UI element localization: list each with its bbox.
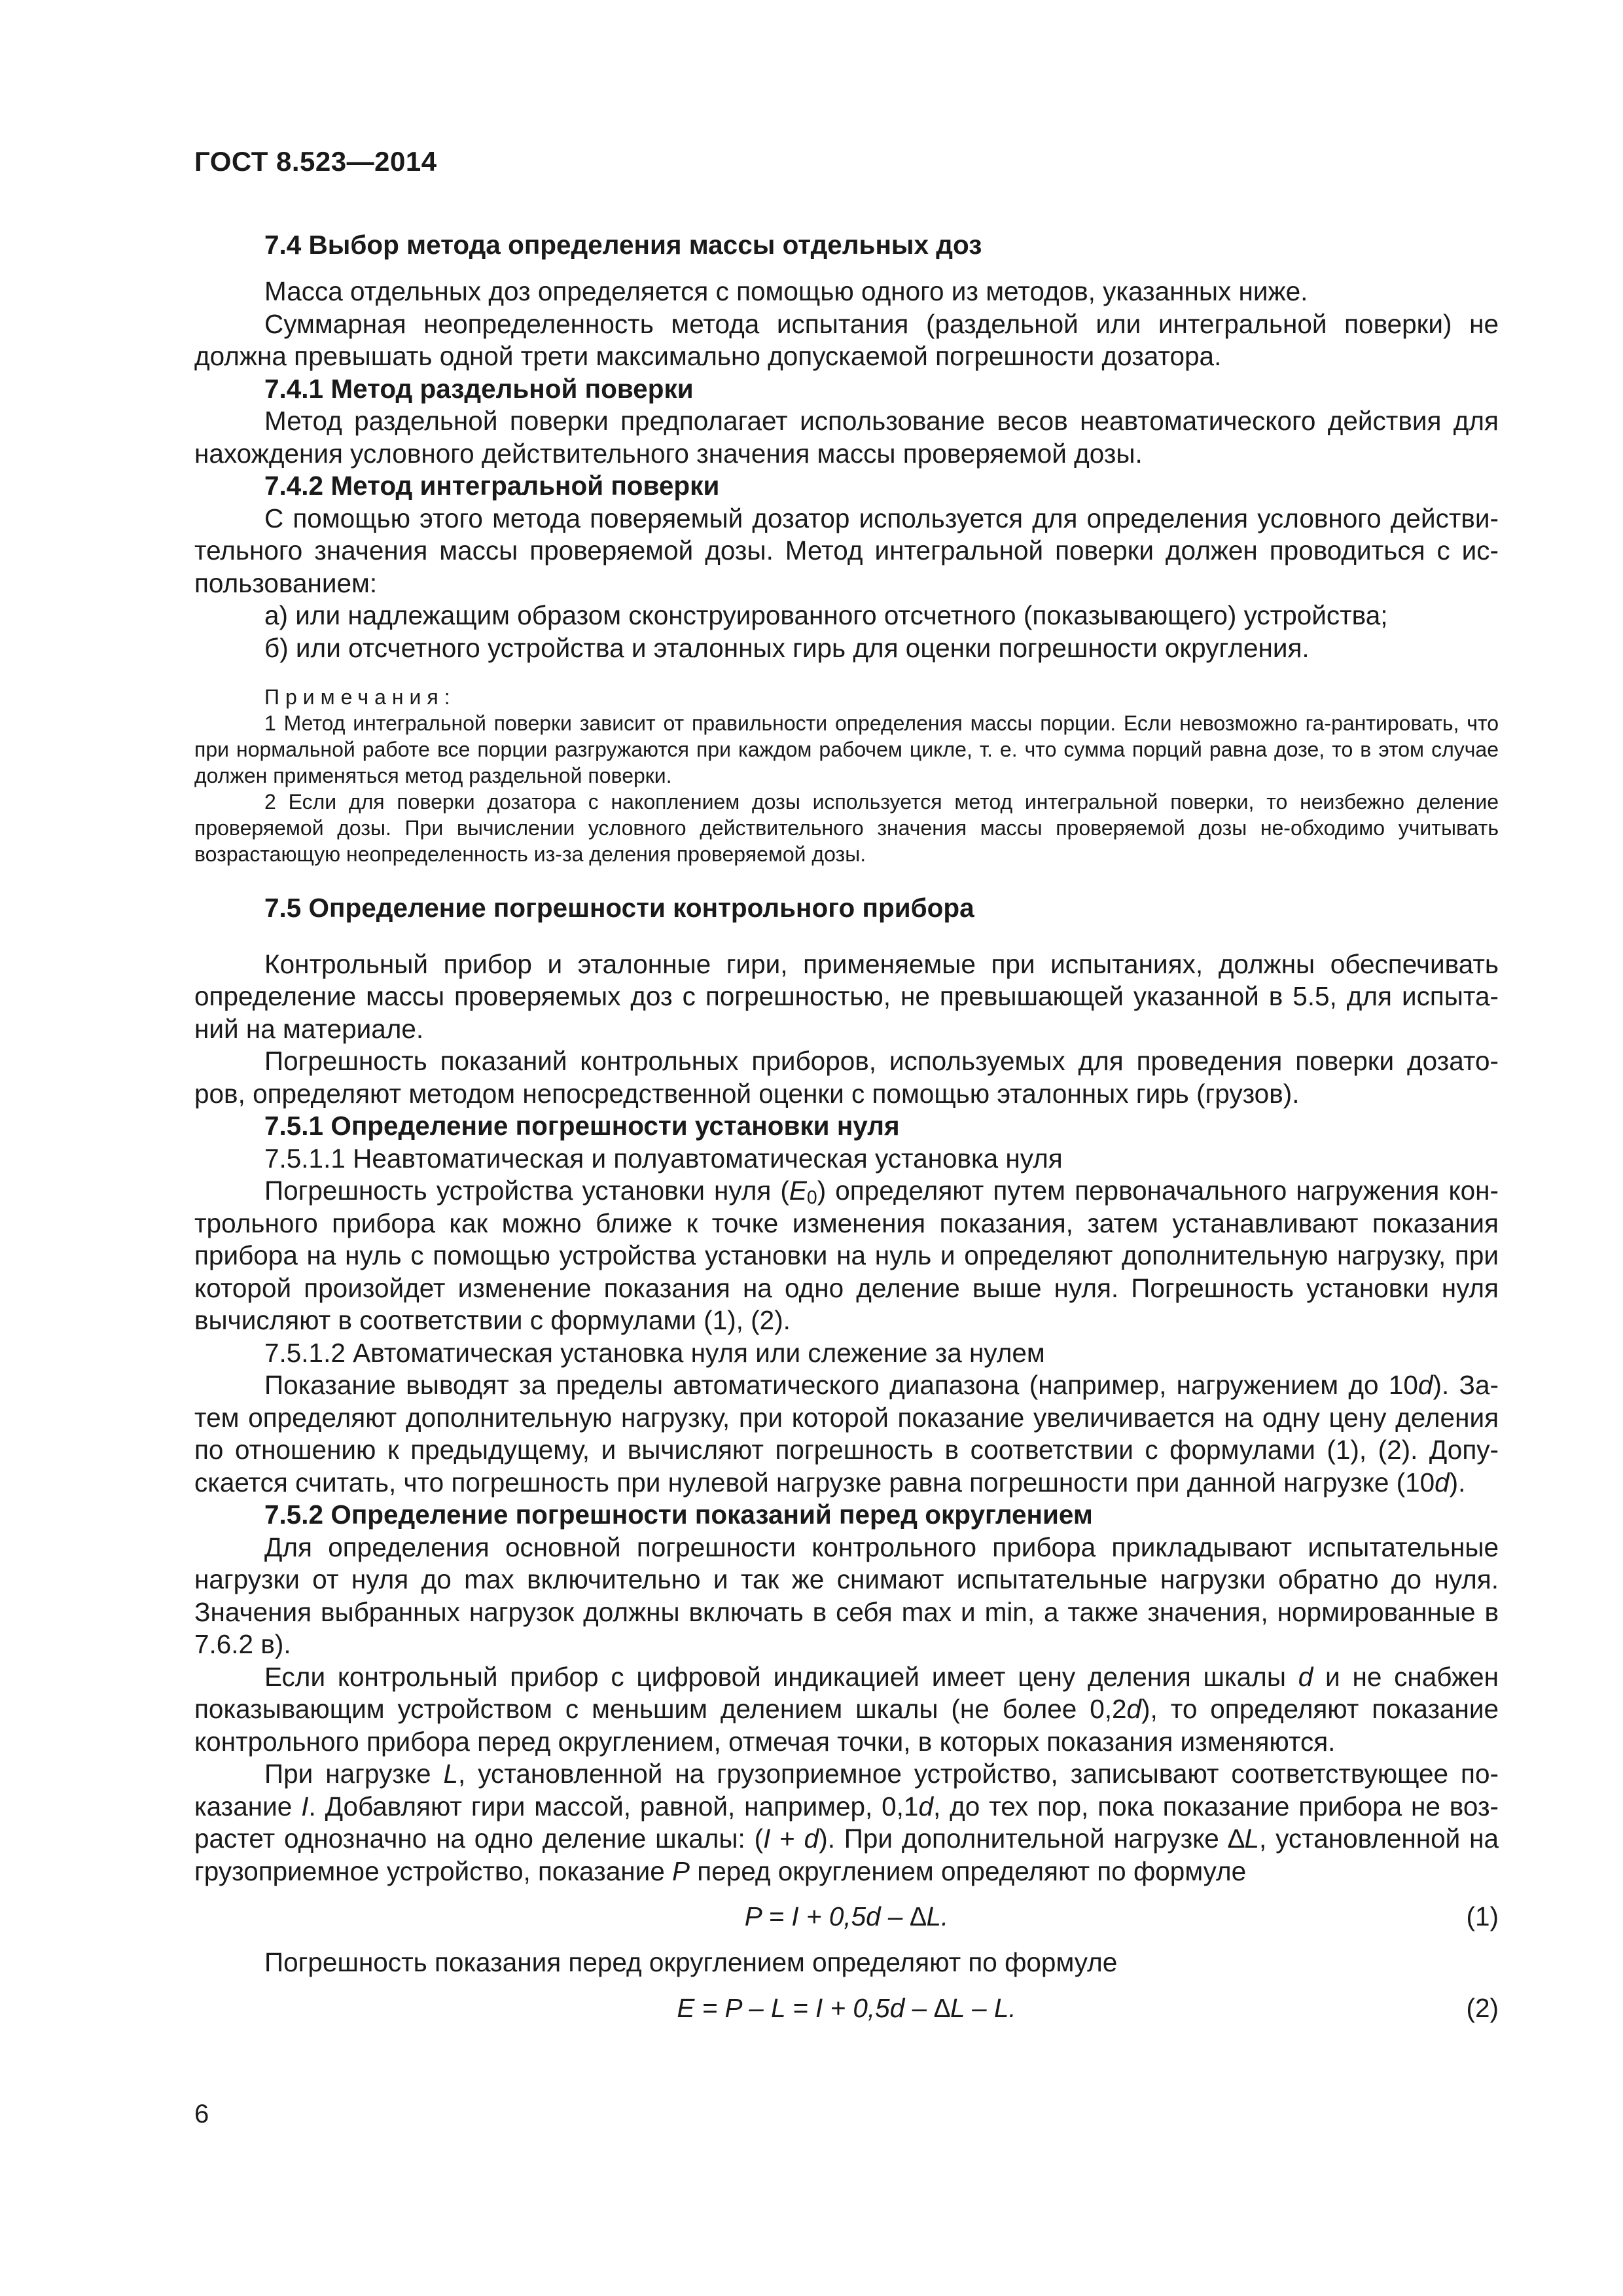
notes-title: Примечания:	[264, 685, 456, 709]
paragraph: Погрешность показания перед округлением определяют по формуле	[264, 1947, 1118, 1977]
section-7-5-2-title: 7.5.2 Определение погрешности показаний перед округлением	[264, 1499, 1093, 1530]
document-header: ГОСТ 8.523—2014	[194, 146, 437, 177]
formula-2: E = P – L = I + 0,5d – ∆L – L.	[677, 1992, 1016, 2023]
section-7-5-title: 7.5 Определение погрешности контрольного прибора	[264, 893, 974, 923]
formula-1-row	[194, 1897, 1499, 1937]
section-7-5-1-1-title: 7.5.1.1 Неавтоматическая и полуавтоматическая установка нуля	[264, 1143, 1063, 1174]
page-number: 6	[194, 2100, 209, 2128]
paragraph: Показание выводят за пределы автоматического диапазона (например, нагружением до 10d). За-тем определяют дополнительную нагрузку, при которой показание увеличивается на одну цену деления по отношению к предыдущему, и вычисляют погрешность в соответствии с формулами (1), (2). Допу-скается считать, что погрешность при нулевой нагрузке равна погрешности при данной нагрузке (10d).	[194, 1370, 1499, 1498]
section-7-5-1-title: 7.5.1 Определение погрешности установки нуля	[264, 1111, 900, 1141]
formula-1-number: (1)	[1466, 1901, 1499, 1931]
paragraph: С помощью этого метода поверяемый дозатор используется для определения условного действи-тельного значения массы проверяемой дозы. Метод интегральной поверки должен проводиться с ис-пользованием:	[194, 503, 1499, 598]
notes-block	[194, 684, 1499, 867]
list-item-b: б) или отсчетного устройства и эталонных гирь для оценки погрешности округления.	[264, 632, 1310, 663]
formula-2-number: (2)	[1466, 1992, 1499, 2023]
paragraph: Для определения основной погрешности контрольного прибора прикладывают испытательные нагрузки от нуля до max включительно и так же снимают испытательные нагрузки обратно до нуля. Значения выбранных нагрузок должны включать в себя max и min, а также значения, нормированные в 7.6.2 в).	[194, 1532, 1499, 1659]
paragraph: Метод раздельной поверки предполагает использование весов неавтоматического действия для нахождения условного действительного значения массы проверяемой дозы.	[194, 406, 1499, 469]
note-2: 2 Если для поверки дозатора с накоплением дозы используется метод интегральной поверки, то неизбежно деление проверяемой дозы. При вычислении условного действительного значения массы проверяемой дозы не-обходимо учитывать возрастающую неопределенность из-за деления проверяемой дозы.	[194, 790, 1499, 866]
paragraph: Погрешность устройства установки нуля $(E_0)$ определяют путем первоначального нагружения кон-трольного прибора как можно ближе к точке изменения показания, затем устанавливают показания прибора на нуль с помощью устройства установки на нуль и определяют дополнительную нагрузку, при которой произойдет изменение показания на одно деление выше нуля. Погрешность установки нуля вычисляют в соответствии с формулами (1), (2).	[194, 1175, 1499, 1335]
paragraph: Масса отдельных доз определяется с помощью одного из методов, указанных ниже.	[264, 276, 1308, 306]
paragraph: Погрешность показаний контрольных приборов, используемых для проведения поверки дозато-ров, определяют методом непосредственной оценки с помощью эталонных гирь (грузов).	[194, 1046, 1499, 1109]
document-page	[194, 145, 1499, 2038]
section-7-4-title: 7.4 Выбор метода определения массы отдельных доз	[264, 229, 982, 260]
section-7-4-1-title: 7.4.1 Метод раздельной поверки	[264, 373, 694, 404]
section-7-4-2-title: 7.4.2 Метод интегральной поверки	[264, 471, 720, 501]
list-item-a: а) или надлежащим образом сконструированного отсчетного (показывающего) устройства;	[264, 600, 1388, 630]
paragraph: Суммарная неопределенность метода испытания (раздельной или интегральной поверки) не должна превышать одной трети максимально допускаемой погрешности дозатора.	[194, 308, 1499, 371]
paragraph: При нагрузке L, установленной на грузоприемное устройство, записывают соответствующее по-казание I. Добавляют гири массой, равной, например, 0,1d, до тех пор, пока показание прибора не воз-растет однозначно на одно деление шкалы: (I + d). При дополнительной нагрузке ∆L, установленной на грузоприемное устройство, показание P перед округлением определяют по формуле	[194, 1759, 1499, 1886]
formula-2-row	[194, 1988, 1499, 2029]
paragraph: Если контрольный прибор с цифровой индикацией имеет цену деления шкалы d и не снабжен показывающим устройством с меньшим делением шкалы (не более 0,2d), то определяют показание контрольного прибора перед округлением, отмечая точки, в которых показания изменяются.	[194, 1661, 1499, 1757]
paragraph: Контрольный прибор и эталонные гири, применяемые при испытаниях, должны обеспечивать определение массы проверяемых доз с погрешностью, не превышающей указанной в 5.5, для испыта-ний на материале.	[194, 948, 1499, 1044]
note-1: 1 Метод интегральной поверки зависит от правильности определения массы порции. Если невозможно га-рантировать, что при нормальной работе все порции разгружаются при каждом рабочем цикле, т. е. что сумма порций равна дозе, то в этом случае должен применяться метод раздельной поверки.	[194, 711, 1499, 787]
section-7-5-1-2-title: 7.5.1.2 Автоматическая установка нуля или слежение за нулем	[264, 1337, 1045, 1368]
formula-1: P = I + 0,5d – ∆L.	[744, 1901, 949, 1931]
